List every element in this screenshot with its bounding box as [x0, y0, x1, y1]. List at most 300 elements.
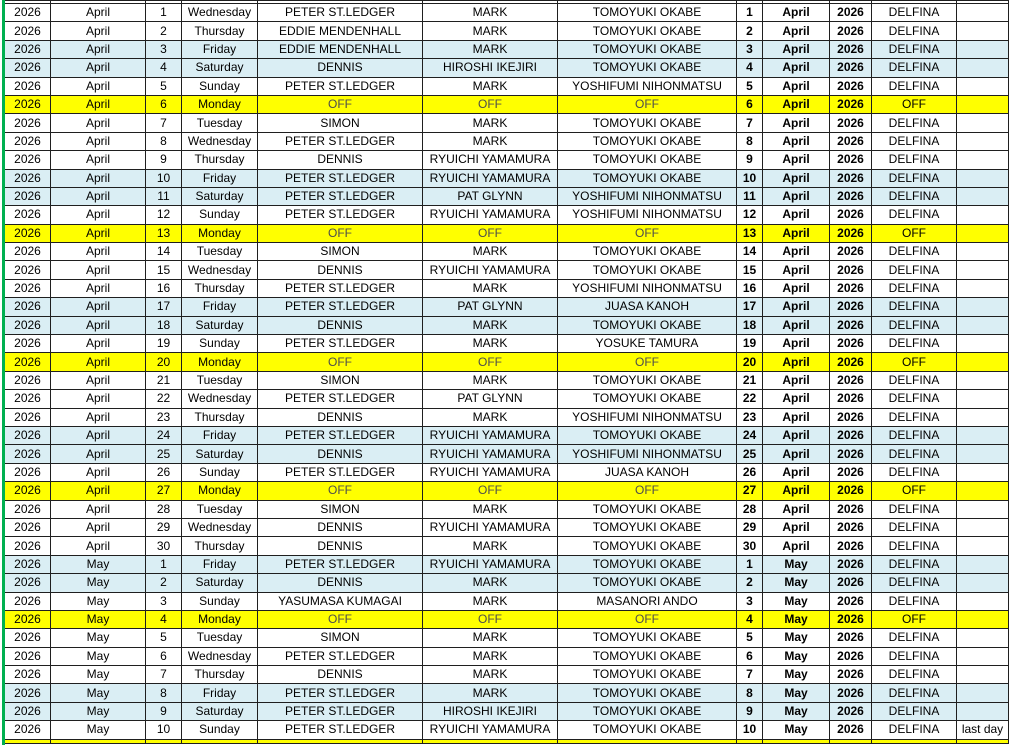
cell-year[interactable]: 2026 [5, 316, 51, 334]
cell-year[interactable]: 2026 [5, 500, 51, 518]
cell-weekday[interactable]: Sunday [182, 335, 258, 353]
cell-note[interactable] [957, 500, 1009, 518]
cell-staff-1[interactable]: DENNIS [258, 316, 423, 334]
cell-year-right[interactable]: 2026 [830, 702, 872, 720]
cell-staff-1[interactable]: PETER ST.LEDGER [258, 390, 423, 408]
cell-year[interactable]: 2026 [5, 4, 51, 22]
cell-year-right[interactable]: 2026 [830, 518, 872, 536]
cell-staff-2[interactable]: RYUICHI YAMAMURA [423, 721, 558, 739]
cell-chef[interactable]: OFF [872, 95, 957, 113]
cell-month-right[interactable]: April [763, 463, 830, 481]
cell-chef[interactable]: OFF [872, 353, 957, 371]
cell-chef[interactable]: DELFINA [872, 187, 957, 205]
cell-year[interactable]: 2026 [5, 132, 51, 150]
cell-month-right[interactable]: May [763, 555, 830, 573]
cell-staff-2[interactable]: MARK [423, 408, 558, 426]
cell-weekday[interactable]: Wednesday [182, 261, 258, 279]
cell-month[interactable]: April [51, 151, 146, 169]
cell-day-right[interactable]: 23 [737, 408, 763, 426]
cell-year-right[interactable]: 2026 [830, 721, 872, 739]
cell-weekday[interactable]: Monday [182, 353, 258, 371]
cell-staff-3[interactable]: OFF [558, 353, 737, 371]
cell-staff-2[interactable]: HIROSHI IKEJIRI [423, 702, 558, 720]
cell-staff-2[interactable]: RYUICHI YAMAMURA [423, 261, 558, 279]
cell-month-right[interactable]: April [763, 353, 830, 371]
cell-year[interactable]: 2026 [5, 390, 51, 408]
cell-day-right[interactable]: 6 [737, 647, 763, 665]
cell-staff-3[interactable]: YOSHIFUMI NIHONMATSU [558, 408, 737, 426]
cell-day[interactable]: 3 [146, 40, 182, 58]
cell-staff-3[interactable]: TOMOYUKI OKABE [558, 574, 737, 592]
cell-month-right[interactable]: April [763, 316, 830, 334]
cell-chef[interactable]: DELFINA [872, 77, 957, 95]
cell-note[interactable] [957, 390, 1009, 408]
cell-year[interactable]: 2026 [5, 702, 51, 720]
cell-month-right[interactable]: May [763, 684, 830, 702]
cell-year[interactable]: 2026 [5, 77, 51, 95]
cell-staff-2[interactable]: MARK [423, 243, 558, 261]
cell-year[interactable]: 2026 [5, 518, 51, 536]
cell-day[interactable]: 5 [146, 77, 182, 95]
cell-weekday[interactable]: Monday [182, 610, 258, 628]
cell-weekday[interactable]: Thursday [182, 279, 258, 297]
cell-day[interactable]: 29 [146, 518, 182, 536]
cell-month-right[interactable]: May [763, 647, 830, 665]
cell-year[interactable]: 2026 [5, 629, 51, 647]
cell-staff-2[interactable]: RYUICHI YAMAMURA [423, 151, 558, 169]
cell-note[interactable] [957, 114, 1009, 132]
cell-year-right[interactable]: 2026 [830, 206, 872, 224]
cell-month-right[interactable]: May [763, 629, 830, 647]
cell-staff-1[interactable]: PETER ST.LEDGER [258, 298, 423, 316]
cell-year-right[interactable]: 2026 [830, 408, 872, 426]
cell-staff-1[interactable]: DENNIS [258, 408, 423, 426]
cell-staff-3[interactable]: TOMOYUKI OKABE [558, 426, 737, 444]
cell-staff-2[interactable]: MARK [423, 592, 558, 610]
cell-chef[interactable]: DELFINA [872, 298, 957, 316]
cell-month[interactable]: April [51, 335, 146, 353]
cell-note[interactable] [957, 555, 1009, 573]
cell-staff-1[interactable]: DENNIS [258, 445, 423, 463]
cell-weekday[interactable]: Thursday [182, 408, 258, 426]
cell-year-right[interactable]: 2026 [830, 482, 872, 500]
cell-chef[interactable]: DELFINA [872, 40, 957, 58]
cell-chef[interactable]: DELFINA [872, 666, 957, 684]
cell-staff-3[interactable]: TOMOYUKI OKABE [558, 316, 737, 334]
cell-year[interactable]: 2026 [5, 206, 51, 224]
cell-year[interactable]: 2026 [5, 371, 51, 389]
cell-day-right[interactable]: 7 [737, 666, 763, 684]
cell-note[interactable] [957, 316, 1009, 334]
cell-year-right[interactable]: 2026 [830, 592, 872, 610]
cell-weekday[interactable]: Saturday [182, 187, 258, 205]
cell-weekday[interactable]: Friday [182, 298, 258, 316]
cell-month[interactable]: May [51, 574, 146, 592]
cell-year[interactable]: 2026 [5, 647, 51, 665]
cell-chef[interactable]: DELFINA [872, 316, 957, 334]
cell-staff-1[interactable]: PETER ST.LEDGER [258, 684, 423, 702]
cell-month[interactable]: April [51, 298, 146, 316]
cell-staff-1[interactable]: PETER ST.LEDGER [258, 702, 423, 720]
cell-note[interactable] [957, 647, 1009, 665]
cell-month-right[interactable]: April [763, 59, 830, 77]
cell-weekday[interactable]: Friday [182, 169, 258, 187]
cell-weekday[interactable]: Saturday [182, 59, 258, 77]
cell-staff-2[interactable]: MARK [423, 537, 558, 555]
cell-month[interactable]: April [51, 316, 146, 334]
cell-staff-1[interactable]: YASUMASA KUMAGAI [258, 592, 423, 610]
cell-day-right[interactable]: 20 [737, 353, 763, 371]
cell-month[interactable]: April [51, 261, 146, 279]
cell-year[interactable]: 2026 [5, 22, 51, 40]
cell-chef[interactable]: DELFINA [872, 59, 957, 77]
cell-month-right[interactable]: April [763, 206, 830, 224]
cell-staff-3[interactable]: OFF [558, 482, 737, 500]
cell-day[interactable]: 16 [146, 279, 182, 297]
cell-year-right[interactable]: 2026 [830, 298, 872, 316]
cell-staff-1[interactable]: PETER ST.LEDGER [258, 463, 423, 481]
cell-year[interactable]: 2026 [5, 684, 51, 702]
cell-year-right[interactable]: 2026 [830, 4, 872, 22]
cell-day[interactable]: 15 [146, 261, 182, 279]
cell-month-right[interactable]: April [763, 279, 830, 297]
cell-note[interactable] [957, 132, 1009, 150]
cell-chef[interactable]: DELFINA [872, 390, 957, 408]
cell-year-right[interactable]: 2026 [830, 610, 872, 628]
cell-staff-1[interactable]: OFF [258, 482, 423, 500]
cell-month-right[interactable]: April [763, 151, 830, 169]
cell-staff-1[interactable]: DENNIS [258, 151, 423, 169]
cell-chef[interactable]: DELFINA [872, 206, 957, 224]
cell-staff-1[interactable]: PETER ST.LEDGER [258, 4, 423, 22]
cell-chef[interactable]: DELFINA [872, 518, 957, 536]
cell-note[interactable] [957, 518, 1009, 536]
cell-staff-3[interactable]: TOMOYUKI OKABE [558, 721, 737, 739]
cell-staff-3[interactable]: JUASA KANOH [558, 298, 737, 316]
cell-staff-3[interactable]: OFF [558, 610, 737, 628]
cell-year[interactable]: 2026 [5, 610, 51, 628]
cell-month-right[interactable]: May [763, 610, 830, 628]
cell-chef[interactable]: OFF [872, 610, 957, 628]
cell-weekday[interactable]: Tuesday [182, 243, 258, 261]
cell-year-right[interactable]: 2026 [830, 647, 872, 665]
cell-year[interactable]: 2026 [5, 261, 51, 279]
cell-month-right[interactable]: April [763, 169, 830, 187]
cell-day-right[interactable]: 9 [737, 151, 763, 169]
cell-staff-2[interactable]: MARK [423, 371, 558, 389]
cell-staff-1[interactable]: PETER ST.LEDGER [258, 77, 423, 95]
cell-chef[interactable]: DELFINA [872, 702, 957, 720]
cell-day-right[interactable]: 29 [737, 518, 763, 536]
cell-note[interactable] [957, 537, 1009, 555]
cell-year[interactable]: 2026 [5, 666, 51, 684]
cell-day[interactable]: 14 [146, 243, 182, 261]
cell-month-right[interactable]: April [763, 187, 830, 205]
cell-month[interactable]: April [51, 22, 146, 40]
cell-weekday[interactable]: Thursday [182, 537, 258, 555]
cell-day-right[interactable]: 1 [737, 555, 763, 573]
cell-staff-2[interactable]: PAT GLYNN [423, 187, 558, 205]
cell-year-right[interactable]: 2026 [830, 500, 872, 518]
cell-staff-1[interactable]: PETER ST.LEDGER [258, 169, 423, 187]
cell-year-right[interactable]: 2026 [830, 279, 872, 297]
cell-month[interactable]: April [51, 114, 146, 132]
cell-staff-1[interactable]: OFF [258, 610, 423, 628]
cell-day[interactable]: 10 [146, 721, 182, 739]
cell-staff-3[interactable]: TOMOYUKI OKABE [558, 518, 737, 536]
cell-staff-3[interactable]: YOSHIFUMI NIHONMATSU [558, 77, 737, 95]
cell-year[interactable]: 2026 [5, 408, 51, 426]
cell-day-right[interactable]: 6 [737, 95, 763, 113]
cell-note[interactable] [957, 684, 1009, 702]
cell-staff-2[interactable]: MARK [423, 647, 558, 665]
cell-staff-1[interactable]: PETER ST.LEDGER [258, 132, 423, 150]
cell-month-right[interactable]: April [763, 518, 830, 536]
cell-month-right[interactable]: April [763, 4, 830, 22]
cell-year-right[interactable]: 2026 [830, 445, 872, 463]
cell-year-right[interactable]: 2026 [830, 169, 872, 187]
cell-month[interactable]: April [51, 224, 146, 242]
cell-year-right[interactable]: 2026 [830, 335, 872, 353]
cell-staff-3[interactable]: TOMOYUKI OKABE [558, 371, 737, 389]
cell-year[interactable]: 2026 [5, 574, 51, 592]
cell-chef[interactable]: DELFINA [872, 4, 957, 22]
cell-year[interactable]: 2026 [5, 721, 51, 739]
cell-staff-2[interactable]: OFF [423, 353, 558, 371]
cell-chef[interactable]: DELFINA [872, 408, 957, 426]
cell-day-right[interactable]: 9 [737, 702, 763, 720]
cell-staff-1[interactable]: SIMON [258, 371, 423, 389]
cell-chef[interactable]: DELFINA [872, 629, 957, 647]
cell-weekday[interactable]: Thursday [182, 151, 258, 169]
cell-month[interactable]: May [51, 647, 146, 665]
cell-month[interactable]: April [51, 95, 146, 113]
cell-weekday[interactable]: Wednesday [182, 647, 258, 665]
cell-month-right[interactable]: April [763, 95, 830, 113]
cell-staff-2[interactable]: OFF [423, 482, 558, 500]
cell-chef[interactable]: DELFINA [872, 151, 957, 169]
cell-day-right[interactable]: 4 [737, 610, 763, 628]
cell-year[interactable]: 2026 [5, 482, 51, 500]
cell-year-right[interactable]: 2026 [830, 224, 872, 242]
cell-staff-1[interactable]: PETER ST.LEDGER [258, 206, 423, 224]
cell-month[interactable]: April [51, 77, 146, 95]
cell-day-right[interactable]: 8 [737, 684, 763, 702]
cell-staff-1[interactable]: DENNIS [258, 574, 423, 592]
cell-year[interactable]: 2026 [5, 59, 51, 77]
cell-month[interactable]: April [51, 463, 146, 481]
cell-day[interactable]: 10 [146, 169, 182, 187]
cell-year[interactable]: 2026 [5, 335, 51, 353]
cell-day[interactable]: 6 [146, 95, 182, 113]
cell-chef[interactable]: DELFINA [872, 500, 957, 518]
cell-chef[interactable]: DELFINA [872, 574, 957, 592]
cell-month[interactable]: April [51, 243, 146, 261]
cell-year-right[interactable]: 2026 [830, 574, 872, 592]
cell-weekday[interactable]: Friday [182, 426, 258, 444]
cell-month[interactable]: May [51, 702, 146, 720]
cell-day[interactable]: 1 [146, 555, 182, 573]
cell-staff-2[interactable]: MARK [423, 335, 558, 353]
cell-chef[interactable]: DELFINA [872, 22, 957, 40]
cell-day-right[interactable]: 2 [737, 574, 763, 592]
cell-staff-3[interactable]: TOMOYUKI OKABE [558, 390, 737, 408]
cell-chef[interactable]: OFF [872, 482, 957, 500]
cell-year-right[interactable]: 2026 [830, 132, 872, 150]
cell-staff-2[interactable]: MARK [423, 77, 558, 95]
cell-month[interactable]: April [51, 169, 146, 187]
cell-day-right[interactable]: 18 [737, 316, 763, 334]
cell-day-right[interactable]: 16 [737, 279, 763, 297]
cell-staff-3[interactable]: TOMOYUKI OKABE [558, 59, 737, 77]
cell-chef[interactable]: DELFINA [872, 537, 957, 555]
cell-staff-3[interactable]: YOSHIFUMI NIHONMATSU [558, 445, 737, 463]
cell-weekday[interactable]: Tuesday [182, 500, 258, 518]
cell-month[interactable]: April [51, 390, 146, 408]
cell-staff-2[interactable]: MARK [423, 132, 558, 150]
cell-note[interactable] [957, 371, 1009, 389]
cell-weekday[interactable]: Wednesday [182, 518, 258, 536]
cell-weekday[interactable]: Friday [182, 684, 258, 702]
cell-staff-1[interactable]: SIMON [258, 629, 423, 647]
cell-weekday[interactable]: Wednesday [182, 4, 258, 22]
cell-month[interactable]: April [51, 371, 146, 389]
cell-note[interactable] [957, 666, 1009, 684]
cell-note[interactable] [957, 408, 1009, 426]
cell-staff-3[interactable]: TOMOYUKI OKABE [558, 132, 737, 150]
cell-staff-1[interactable]: DENNIS [258, 537, 423, 555]
cell-day[interactable]: 17 [146, 298, 182, 316]
cell-weekday[interactable]: Thursday [182, 22, 258, 40]
cell-year[interactable]: 2026 [5, 445, 51, 463]
cell-month-right[interactable]: April [763, 132, 830, 150]
cell-staff-3[interactable]: TOMOYUKI OKABE [558, 702, 737, 720]
cell-year[interactable]: 2026 [5, 114, 51, 132]
cell-day[interactable]: 11 [146, 187, 182, 205]
cell-staff-3[interactable]: TOMOYUKI OKABE [558, 169, 737, 187]
cell-staff-3[interactable]: TOMOYUKI OKABE [558, 4, 737, 22]
cell-staff-2[interactable]: RYUICHI YAMAMURA [423, 169, 558, 187]
cell-day-right[interactable]: 27 [737, 482, 763, 500]
cell-month[interactable]: April [51, 353, 146, 371]
cell-month-right[interactable]: May [763, 574, 830, 592]
cell-day[interactable]: 23 [146, 408, 182, 426]
cell-staff-3[interactable]: YOSHIFUMI NIHONMATSU [558, 279, 737, 297]
cell-chef[interactable]: DELFINA [872, 426, 957, 444]
cell-weekday[interactable]: Tuesday [182, 629, 258, 647]
cell-staff-2[interactable]: MARK [423, 22, 558, 40]
cell-month[interactable]: April [51, 537, 146, 555]
cell-year-right[interactable]: 2026 [830, 684, 872, 702]
cell-weekday[interactable]: Sunday [182, 592, 258, 610]
cell-day-right[interactable]: 22 [737, 390, 763, 408]
cell-chef[interactable]: DELFINA [872, 555, 957, 573]
cell-staff-3[interactable]: TOMOYUKI OKABE [558, 22, 737, 40]
cell-staff-2[interactable]: OFF [423, 610, 558, 628]
cell-staff-1[interactable]: OFF [258, 353, 423, 371]
cell-staff-1[interactable]: EDDIE MENDENHALL [258, 22, 423, 40]
cell-year[interactable]: 2026 [5, 592, 51, 610]
cell-month[interactable]: April [51, 426, 146, 444]
cell-day-right[interactable]: 17 [737, 298, 763, 316]
cell-staff-3[interactable]: TOMOYUKI OKABE [558, 243, 737, 261]
cell-day[interactable]: 6 [146, 647, 182, 665]
cell-year-right[interactable]: 2026 [830, 666, 872, 684]
cell-weekday[interactable]: Friday [182, 40, 258, 58]
cell-day-right[interactable]: 15 [737, 261, 763, 279]
cell-note[interactable] [957, 610, 1009, 628]
cell-day[interactable]: 9 [146, 702, 182, 720]
cell-day-right[interactable]: 24 [737, 426, 763, 444]
cell-month-right[interactable]: April [763, 40, 830, 58]
cell-weekday[interactable]: Saturday [182, 574, 258, 592]
cell-day-right[interactable]: 21 [737, 371, 763, 389]
cell-day[interactable]: 19 [146, 335, 182, 353]
cell-day[interactable]: 30 [146, 537, 182, 555]
cell-note[interactable] [957, 353, 1009, 371]
cell-weekday[interactable]: Wednesday [182, 390, 258, 408]
cell-year-right[interactable]: 2026 [830, 77, 872, 95]
cell-year[interactable]: 2026 [5, 463, 51, 481]
cell-staff-3[interactable]: TOMOYUKI OKABE [558, 555, 737, 573]
cell-note[interactable] [957, 169, 1009, 187]
cell-day-right[interactable]: 30 [737, 537, 763, 555]
cell-month[interactable]: May [51, 666, 146, 684]
cell-month-right[interactable]: April [763, 261, 830, 279]
cell-weekday[interactable]: Saturday [182, 702, 258, 720]
cell-note[interactable] [957, 206, 1009, 224]
cell-day[interactable]: 4 [146, 59, 182, 77]
cell-month[interactable]: April [51, 59, 146, 77]
cell-month-right[interactable]: April [763, 22, 830, 40]
cell-note[interactable] [957, 279, 1009, 297]
cell-staff-3[interactable]: TOMOYUKI OKABE [558, 537, 737, 555]
cell-day[interactable]: 2 [146, 574, 182, 592]
cell-month[interactable]: April [51, 4, 146, 22]
cell-weekday[interactable]: Monday [182, 224, 258, 242]
cell-year-right[interactable]: 2026 [830, 390, 872, 408]
cell-year[interactable]: 2026 [5, 151, 51, 169]
cell-day[interactable]: 4 [146, 610, 182, 628]
cell-year-right[interactable]: 2026 [830, 629, 872, 647]
cell-month-right[interactable]: April [763, 390, 830, 408]
cell-staff-2[interactable]: MARK [423, 40, 558, 58]
cell-year[interactable]: 2026 [5, 95, 51, 113]
cell-day[interactable]: 9 [146, 151, 182, 169]
cell-month-right[interactable]: May [763, 702, 830, 720]
cell-day-right[interactable]: 5 [737, 629, 763, 647]
cell-chef[interactable]: DELFINA [872, 335, 957, 353]
cell-note[interactable] [957, 77, 1009, 95]
cell-month[interactable]: April [51, 187, 146, 205]
cell-staff-2[interactable]: PAT GLYNN [423, 390, 558, 408]
cell-weekday[interactable]: Tuesday [182, 371, 258, 389]
cell-year-right[interactable]: 2026 [830, 151, 872, 169]
cell-year[interactable]: 2026 [5, 279, 51, 297]
cell-weekday[interactable]: Friday [182, 555, 258, 573]
cell-chef[interactable]: DELFINA [872, 684, 957, 702]
cell-month-right[interactable]: April [763, 537, 830, 555]
cell-weekday[interactable]: Wednesday [182, 132, 258, 150]
cell-staff-1[interactable]: OFF [258, 95, 423, 113]
cell-day[interactable]: 13 [146, 224, 182, 242]
cell-staff-2[interactable]: HIROSHI IKEJIRI [423, 59, 558, 77]
cell-note[interactable] [957, 463, 1009, 481]
cell-month[interactable]: May [51, 684, 146, 702]
cell-day-right[interactable]: 5 [737, 77, 763, 95]
cell-day-right[interactable]: 12 [737, 206, 763, 224]
cell-day-right[interactable]: 1 [737, 4, 763, 22]
